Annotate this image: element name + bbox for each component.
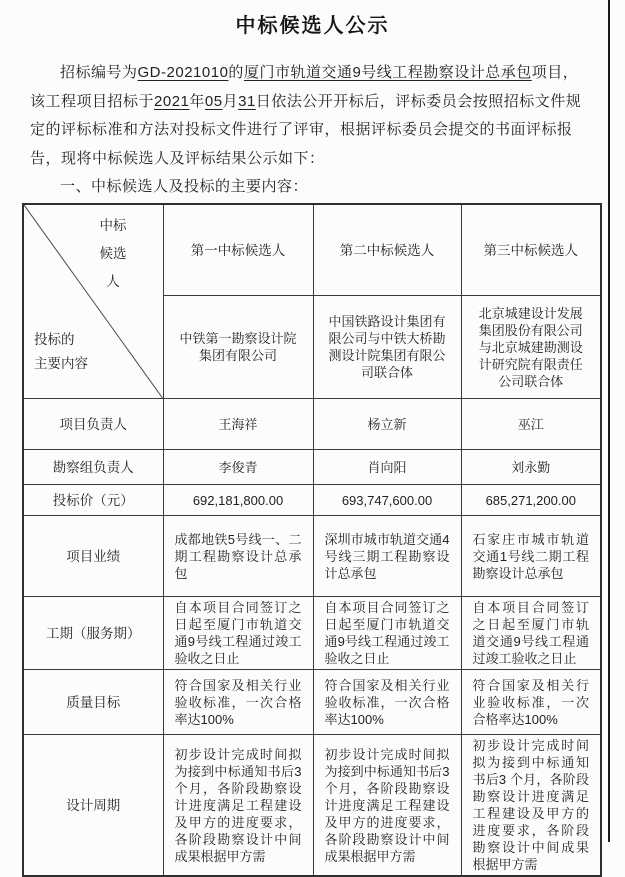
row-label: 勘察组负责人 (23, 450, 163, 485)
table-cell: 685,271,200.00 (461, 485, 601, 516)
table-cell: 刘永勤 (461, 450, 601, 485)
page-title: 中标候选人公示 (235, 15, 390, 37)
table-row (23, 450, 601, 485)
table-row (23, 516, 601, 597)
text-run: 月 (222, 92, 239, 110)
table-header-row (23, 204, 601, 296)
text-run: 该工程项目招标于 (30, 92, 155, 110)
table-cell: 692,181,800.00 (163, 485, 313, 516)
table-cell: 符合国家及相关行业验收标准，一次合格率达100% (313, 670, 461, 735)
table-cell: 初步设计完成时间拟为接到中标通知书后3 个月，各阶段勘察设计进度满足工程建设及甲方的进度要求，各阶段勘察设计中间成果根据甲方需 (313, 735, 461, 877)
table-cell: 自本项目合同签订之日起至厦门市轨道交通9号线工程通过竣工验收之日止 (313, 597, 461, 670)
underlined-text: 2021 (154, 92, 190, 110)
corner-bottom-label (34, 328, 88, 376)
table-cell: 693,747,600.00 (313, 485, 461, 516)
text-run: 的 (228, 64, 244, 81)
column-header-third: 第三中标候选人 (461, 204, 601, 296)
scan-edge-line (608, 0, 610, 842)
corner-line: 主要内容 (34, 356, 88, 371)
company-cell: 中铁第一勘察设计院集团有限公司 (163, 296, 313, 399)
row-label: 投标价（元） (23, 485, 163, 516)
text-run: 定的评标标准和方法对投标文件进行了评审，根据评标委员会提交的书面评标报 (30, 121, 573, 138)
row-label: 设计周期 (23, 735, 163, 877)
table-row (23, 399, 601, 450)
company-cell: 北京城建设计发展集团股份有限公司与北京城建勘测设计研究院有限责任公司联合体 (461, 296, 601, 399)
row-label: 项目业绩 (23, 516, 163, 597)
text-run: 年 (189, 92, 205, 110)
corner-cell (23, 204, 163, 399)
bid-table (22, 203, 602, 877)
row-label: 工期（服务期） (23, 597, 163, 670)
table-cell: 自本项目合同签订之日起至厦门市轨道交通9号线工程通过竣工验收之日止 (163, 597, 313, 670)
table-cell: 初步设计完成时间拟为接到中标通知书后3 个月，各阶段勘察设计进度满足工程建设及甲方的进度要求，各阶段勘察设计中间成果根据甲方需 (461, 735, 601, 877)
text-run: 日依法公开开标后，评标委员会按照招标文件规 (255, 92, 582, 110)
table-cell: 李俊青 (163, 450, 313, 485)
table-cell: 深圳市城市轨道交通4号线三期工程勘察设计总承包 (313, 516, 461, 597)
corner-line: 人 (106, 274, 120, 289)
intro-paragraph (30, 59, 600, 173)
table-cell: 符合国家及相关行业验收标准，一次合格率达100% (461, 670, 601, 735)
underlined-text: 厦门市轨道交通9号线工程勘察设计总承包 (243, 64, 532, 81)
row-label: 质量目标 (23, 670, 163, 735)
table-cell: 杨立新 (313, 399, 461, 450)
corner-line: 候选 (99, 246, 127, 261)
corner-line: 中标 (99, 218, 127, 233)
table-cell: 符合国家及相关行业验收标准，一次合格率达100% (163, 670, 313, 735)
column-header-first: 第一中标候选人 (163, 204, 313, 296)
column-header-second: 第二中标候选人 (313, 204, 461, 296)
text-run: 告，现将中标候选人及评标结果公示如下： (30, 149, 325, 167)
underlined-text: 05 (204, 92, 223, 110)
table-row (23, 485, 601, 516)
corner-top-label (84, 212, 142, 296)
text-run: 项目， (531, 64, 579, 81)
section-heading: 一、中标候选人及投标的主要内容： (60, 178, 309, 195)
company-cell: 中国铁路设计集团有限公司与中铁大桥勘测设计院集团有限公司联合体 (313, 296, 461, 399)
underlined-text: GD-2021010 (137, 64, 229, 81)
table-cell: 王海祥 (163, 399, 313, 450)
underlined-text: 31 (238, 92, 256, 110)
table-cell: 肖向阳 (313, 450, 461, 485)
table-cell: 巫江 (461, 399, 601, 450)
table-cell: 石家庄市城市轨道交通1号线二期工程勘察设计总承包 (461, 516, 601, 597)
text-run: 招标编号为 (60, 64, 138, 81)
table-cell: 初步设计完成时间拟为接到中标通知书后3 个月，各阶段勘察设计进度满足工程建设及甲方的进度要求，各阶段勘察设计中间成果根据甲方需 (163, 735, 313, 877)
row-label: 项目负责人 (23, 399, 163, 450)
table-cell: 自本项目合同签订之日起至厦门市轨道交通9号线工程通过竣工验收之日止 (461, 597, 601, 670)
table-row (23, 735, 601, 877)
table-cell: 成都地铁5号线一、二期工程勘察设计总承包 (163, 516, 313, 597)
corner-line: 投标的 (34, 332, 75, 347)
table-row (23, 670, 601, 735)
table-row (23, 597, 601, 670)
